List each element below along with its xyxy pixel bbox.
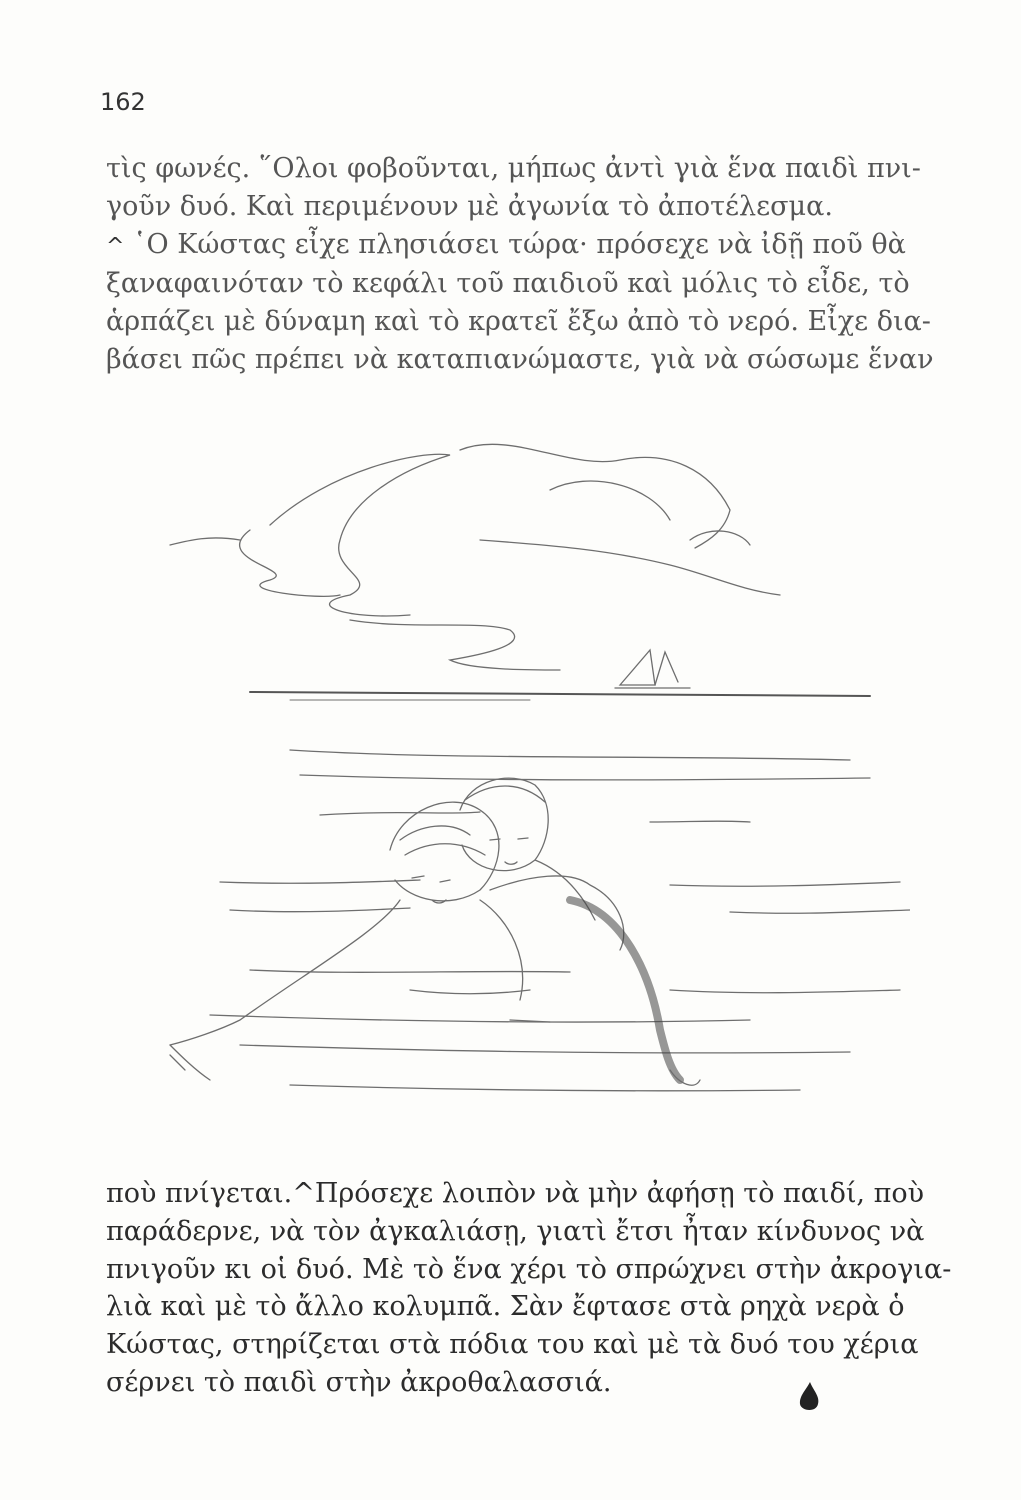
sailboat-icon	[655, 652, 678, 685]
wave-line	[290, 750, 850, 760]
child-body	[535, 860, 595, 920]
bottom-paragraph	[106, 1175, 966, 1402]
wave-line	[220, 880, 420, 883]
wave-line	[210, 1015, 750, 1022]
cloud-sketch	[240, 530, 340, 596]
swimmer-head	[390, 802, 499, 901]
text-line: ποὺ πνίγεται.^Πρόσεχε λοιπὸν νὰ μὴν ἀφήσῃ τὸ παιδί, ποὺ	[106, 1178, 925, 1209]
wave-line	[670, 882, 900, 886]
wave-line	[650, 821, 750, 822]
paragraph-mark: ^	[106, 233, 125, 259]
cloud-sketch	[460, 444, 730, 548]
top-paragraph	[106, 150, 966, 379]
cloud-sketch	[550, 481, 670, 520]
wave-line	[730, 910, 910, 913]
text-line: σέρνει τὸ παιδὶ στὴν ἀκροθαλασσιά.	[106, 1366, 612, 1398]
wave-line	[300, 775, 870, 780]
text-line: ξαναφαινόταν τὸ κεφάλι τοῦ παιδιοῦ καὶ μόλις τὸ εἶδε, τὸ	[106, 268, 910, 300]
wave-line	[670, 990, 900, 993]
text-line: ἁρπάζει μὲ δύναμη καὶ τὸ κρατεῖ ἔξω ἀπὸ τὸ νερό. Εἶχε δια-	[106, 306, 931, 338]
wave-line	[240, 1045, 850, 1053]
sailboat-icon	[620, 650, 655, 685]
swimmer-hair	[400, 826, 485, 855]
wave-line	[230, 908, 410, 912]
wave-line	[290, 1085, 800, 1091]
text-line-content: ῾Ο Κώστας εἶχε πλησιάσει τώρα· πρόσεχε νὰ ἰδῇ ποῦ θὰ	[133, 228, 906, 260]
cloud-sketch	[480, 540, 780, 595]
text-line: τὶς φωνές. ῞Ολοι φοβοῦνται, μήπως ἀντὶ γιὰ ἕνα παιδὶ πνι-	[106, 153, 921, 184]
pencil-illustration	[150, 430, 910, 1120]
cloud-sketch	[350, 620, 560, 670]
text-line: γοῦν δυό. Καὶ περιμένουν μὲ ἀγωνία τὸ ἀποτέλεσμα.	[106, 190, 833, 222]
cloud-sketch	[270, 454, 450, 616]
cloud-sketch	[690, 531, 750, 545]
child-head	[460, 778, 548, 871]
text-line: βάσει πῶς πρέπει νὰ καταπιανώμαστε, γιὰ νὰ σώσωμε ἕναν	[106, 343, 934, 375]
swimmer-shoulder	[480, 900, 523, 1000]
swimmer-hand	[170, 1045, 210, 1080]
page-number: 162	[100, 88, 146, 116]
child-face	[490, 838, 528, 864]
cloud-sketch	[170, 538, 240, 545]
text-line: πνιγοῦν κι οἱ δυό. Μὲ τὸ ἕνα χέρι τὸ σπρώχνει στὴν ἀκρογια-	[106, 1253, 952, 1285]
wave-line	[320, 812, 480, 815]
ink-drop-icon	[796, 1380, 822, 1414]
water-ripple	[410, 990, 550, 1022]
text-line	[106, 226, 966, 266]
horizon-line	[250, 692, 870, 696]
text-line: παράδερνε, νὰ τὸν ἀγκαλιάσῃ, γιατὶ ἔτσι ἦταν κίνδυνος νὰ	[106, 1215, 925, 1247]
text-line: λιὰ καὶ μὲ τὸ ἄλλο κολυμπᾶ. Σὰν ἔφτασε στὰ ρηχὰ νερὰ ὁ	[106, 1291, 905, 1323]
text-line: Κώστας, στηρίζεται στὰ πόδια του καὶ μὲ τὰ δυό του χέρια	[106, 1329, 919, 1361]
